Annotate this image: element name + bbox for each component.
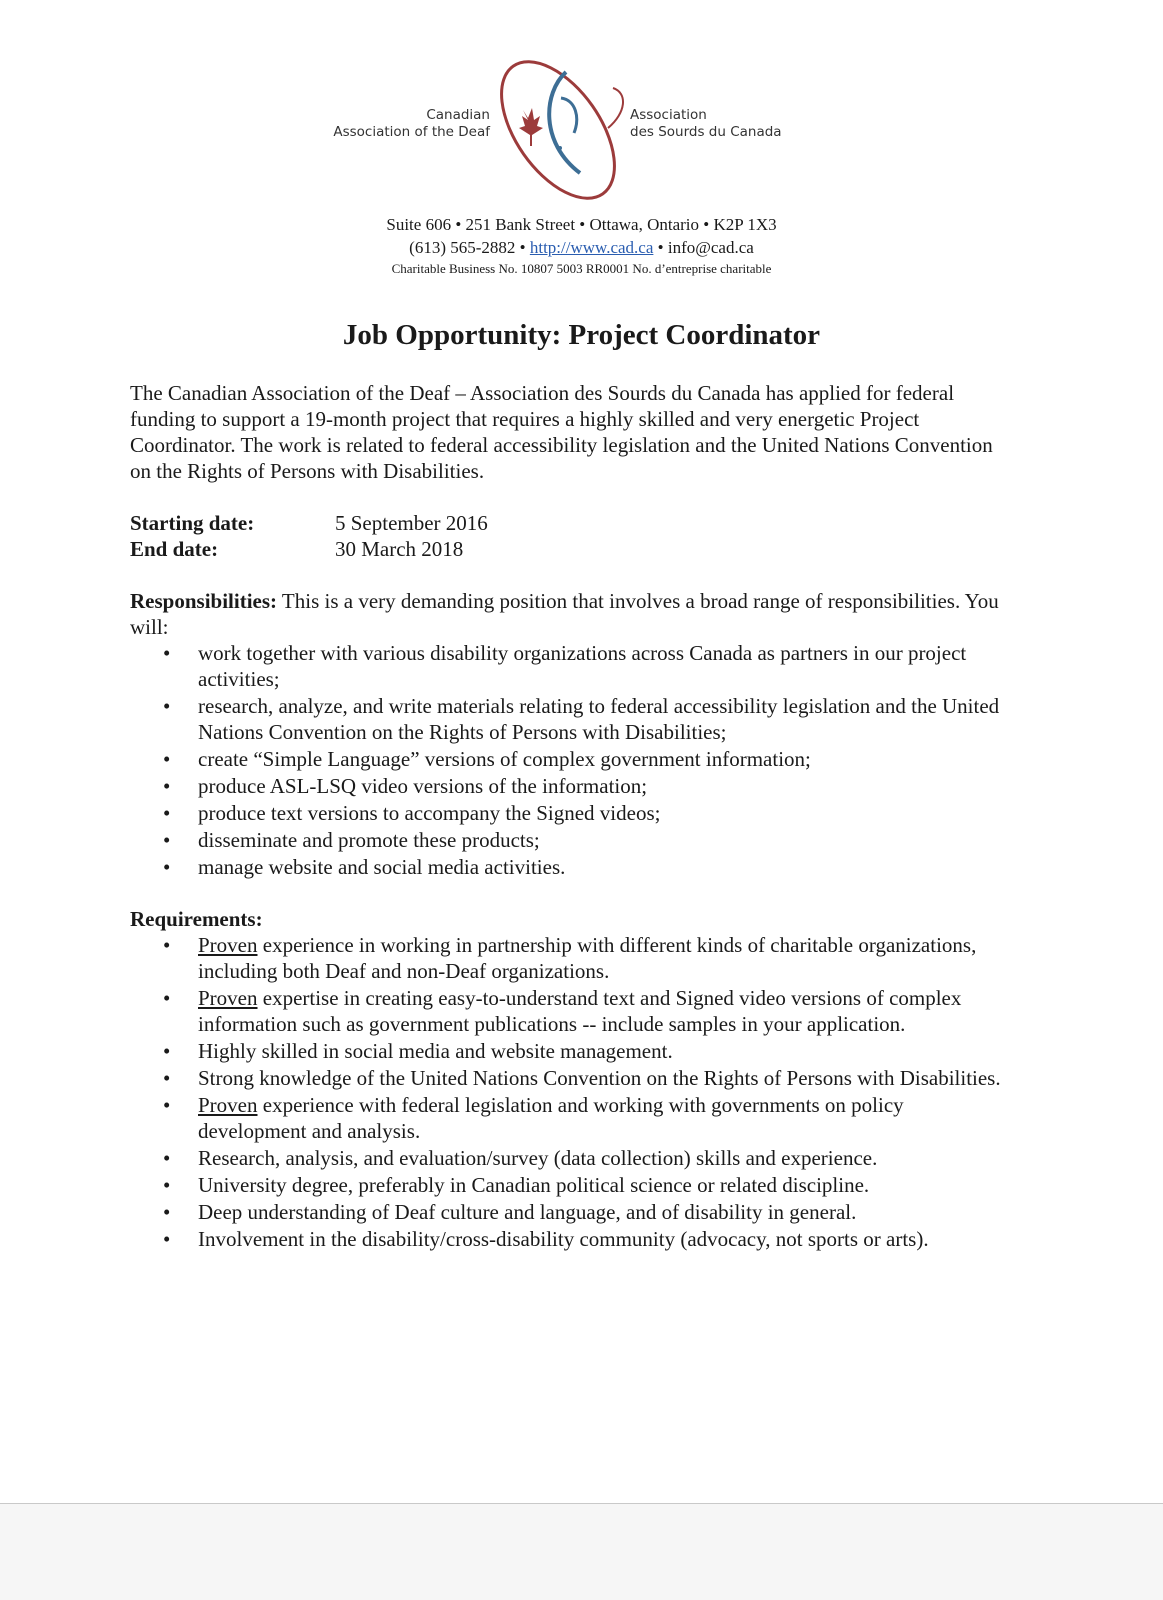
street-address: Suite 606 • 251 Bank Street • Ottawa, Ontario • K2P 1X3 xyxy=(386,215,777,234)
dates-block xyxy=(130,510,1010,562)
email-address: • info@cad.ca xyxy=(657,238,754,257)
responsibilities-intro: Responsibilities: This is a very demanding position that involves a broad range of responsibilities. You will: xyxy=(130,589,999,639)
list-item: • produce ASL-LSQ video versions of the information; xyxy=(130,773,1010,799)
page-title: Job Opportunity: Project Coordinator xyxy=(342,319,821,351)
list-item: • disseminate and promote these products; xyxy=(130,827,1010,853)
list-item: • Proven expertise in creating easy-to-understand text and Signed video versions of complex information such as government publications -- include samples in your application. xyxy=(130,985,1010,1037)
org-name-english: Canadian Association of the Deaf xyxy=(333,107,490,140)
list-item: • University degree, preferably in Canadian political science or related discipline. xyxy=(130,1172,1010,1198)
phone-web-email xyxy=(0,236,1163,259)
list-item: • Involvement in the disability/cross-disability community (advocacy, not sports or arts). xyxy=(130,1226,1010,1252)
end-date-value: 30 March 2018 xyxy=(335,537,464,561)
charity-number: Charitable Business No. 10807 5003 RR0001 No. d’entreprise charitable xyxy=(391,261,772,276)
org-name-french: Association des Sourds du Canada xyxy=(630,107,782,140)
list-item: • create “Simple Language” versions of complex government information; xyxy=(130,746,1010,772)
responsibilities-list xyxy=(130,640,1010,880)
scan-margin xyxy=(0,1504,1163,1600)
intro-paragraph: The Canadian Association of the Deaf – Association des Sourds du Canada has applied for federal funding to support a 19-month project that requires a highly skilled and very energetic Project Coordinator. The work is related to federal accessibility legislation and the United Nations Convention on the Rights of Persons with Disabilities. xyxy=(130,381,993,483)
requirements-label: Requirements: xyxy=(130,907,263,931)
list-item: • Proven experience with federal legislation and working with governments on policy development and analysis. xyxy=(130,1092,1010,1144)
list-item: • produce text versions to accompany the Signed videos; xyxy=(130,800,1010,826)
list-item: • manage website and social media activities. xyxy=(130,854,1010,880)
list-item: • Research, analysis, and evaluation/survey (data collection) skills and experience. xyxy=(130,1145,1010,1171)
requirements-list xyxy=(130,932,1010,1252)
list-item: • work together with various disability organizations across Canada as partners in our project activities; xyxy=(130,640,1010,692)
list-item: • Proven experience in working in partnership with different kinds of charitable organizations, including both Deaf and non-Deaf organizations. xyxy=(130,932,1010,984)
website-link[interactable]: http://www.cad.ca xyxy=(529,238,654,257)
contact-block xyxy=(0,213,1163,279)
responsibilities-label: Responsibilities: xyxy=(130,589,278,613)
cad-logo xyxy=(488,38,638,218)
phone-number: (613) 565-2882 • xyxy=(409,238,526,257)
start-date-label: Starting date: xyxy=(130,511,255,535)
letterhead xyxy=(0,38,1163,218)
job-posting-body xyxy=(130,380,1010,1278)
list-item: • research, analyze, and write materials relating to federal accessibility legislation and the United Nations Convention on the Rights of Persons with Disabilities; xyxy=(130,693,1010,745)
end-date-label: End date: xyxy=(130,537,219,561)
list-item: • Deep understanding of Deaf culture and language, and of disability in general. xyxy=(130,1199,1010,1225)
start-date-value: 5 September 2016 xyxy=(335,511,488,535)
list-item: • Strong knowledge of the United Nations Convention on the Rights of Persons with Disabilities. xyxy=(130,1065,1010,1091)
list-item: • Highly skilled in social media and website management. xyxy=(130,1038,1010,1064)
maple-leaf-icon xyxy=(519,108,543,146)
